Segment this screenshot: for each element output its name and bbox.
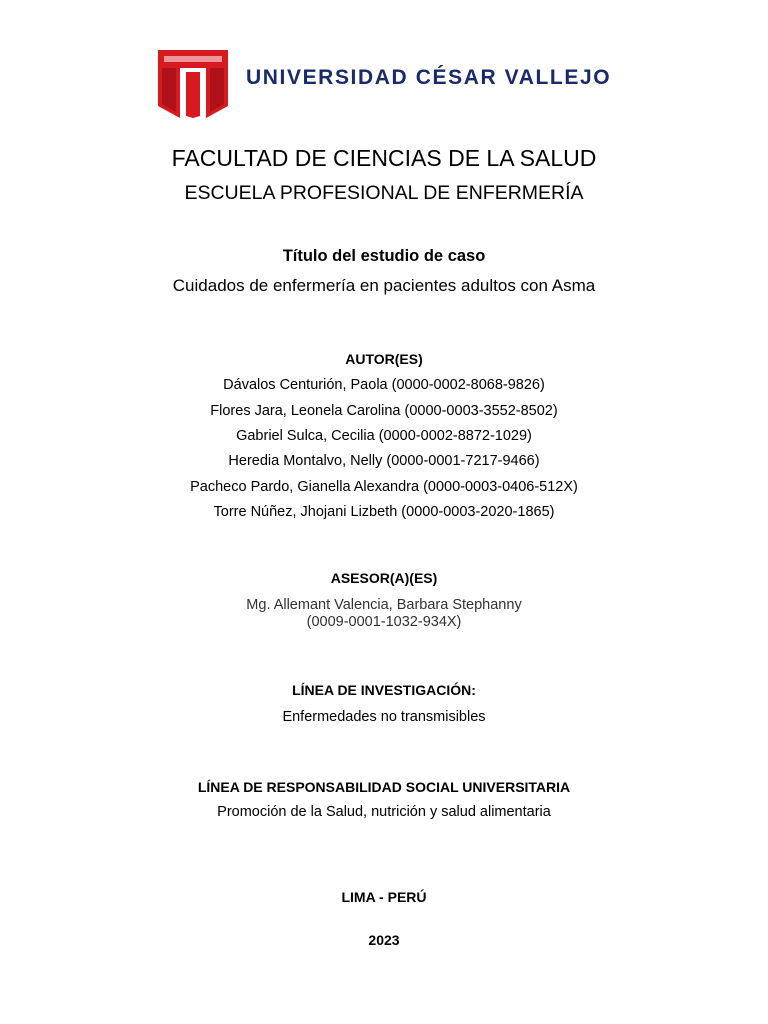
- author-item: Gabriel Sulca, Cecilia (0000-0002-8872-1029): [236, 428, 532, 444]
- advisor-name: Mg. Allemant Valencia, Barbara Stephanny: [246, 597, 522, 613]
- study-title-label: Título del estudio de caso: [282, 247, 486, 265]
- advisors-heading: ASESOR(A)(ES): [330, 570, 438, 586]
- author-item: Pacheco Pardo, Gianella Alexandra (0000-0003-0406-512X): [190, 479, 578, 495]
- author-item: Torre Núñez, Jhojani Lizbeth (0000-0003-2020-1865): [213, 504, 555, 520]
- social-line-heading: LÍNEA DE RESPONSABILIDAD SOCIAL UNIVERSITARIA: [197, 779, 571, 795]
- place: LIMA - PERÚ: [341, 889, 427, 905]
- school-name: ESCUELA PROFESIONAL DE ENFERMERÍA: [184, 182, 584, 204]
- author-item: Flores Jara, Leonela Carolina (0000-0003-3552-8502): [210, 403, 558, 419]
- study-title: Cuidados de enfermería en pacientes adultos con Asma: [172, 276, 596, 295]
- author-item: Heredia Montalvo, Nelly (0000-0001-7217-9466): [228, 453, 540, 469]
- university-logo: [156, 46, 230, 118]
- advisor-orcid: (0009-0001-1032-934X): [306, 614, 462, 630]
- research-line-value: Enfermedades no transmisibles: [282, 709, 486, 725]
- author-item: Dávalos Centurión, Paola (0000-0002-8068-9826): [223, 377, 545, 393]
- social-line-value: Promoción de la Salud, nutrición y salud alimentaria: [217, 804, 551, 820]
- authors-heading: AUTOR(ES): [345, 351, 423, 367]
- research-line-heading: LÍNEA DE INVESTIGACIÓN:: [292, 682, 476, 698]
- faculty-name: FACULTAD DE CIENCIAS DE LA SALUD: [171, 145, 597, 171]
- year: 2023: [368, 932, 400, 948]
- university-name: UNIVERSIDAD CÉSAR VALLEJO: [246, 66, 612, 89]
